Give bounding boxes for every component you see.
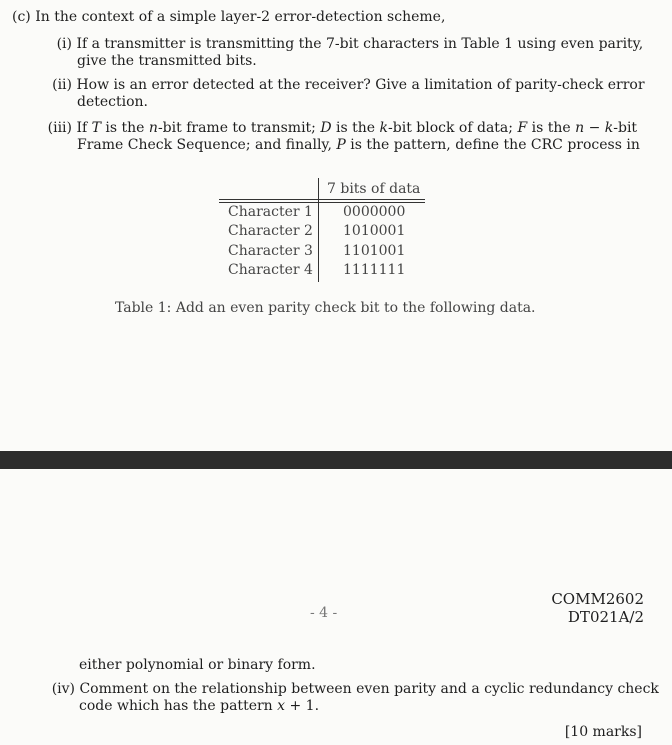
question-iv-line2: code which has the pattern x + 1. <box>79 698 320 714</box>
marks-label: [10 marks] <box>564 724 642 740</box>
table-row-label: Character 4 <box>228 262 313 278</box>
question-iii-line1: If T is the n-bit frame to transmit; D is the k-bit block of data; F is the n − k-bit <box>76 120 638 136</box>
table-row-bits: 1010001 <box>343 223 406 239</box>
page-break-band <box>0 451 672 469</box>
question-iii-line3: either polynomial or binary form. <box>79 657 316 673</box>
part-c-intro-text: In the context of a simple layer-2 error-detection scheme, <box>35 9 446 25</box>
question-iv <box>44 681 659 698</box>
table-row-label: Character 2 <box>228 223 313 239</box>
part-c-intro <box>12 9 445 26</box>
question-i-number: (i) <box>56 36 72 52</box>
question-i-line1: If a transmitter is transmitting the 7-bit characters in Table 1 using even parity, <box>76 36 644 52</box>
question-ii <box>44 77 645 94</box>
table-vertical-rule <box>318 178 319 282</box>
question-iii-line2: Frame Check Sequence; and finally, P is the pattern, define the CRC process in <box>77 137 640 153</box>
question-iv-line1: Comment on the relationship between even parity and a cyclic redundancy check <box>79 681 659 697</box>
question-ii-line1: How is an error detected at the receiver? Give a limitation of parity-check error <box>76 77 645 93</box>
page-number: - 4 - <box>310 605 338 621</box>
part-c-label: (c) <box>12 9 31 25</box>
question-i <box>44 36 643 53</box>
table-row-label: Character 3 <box>228 243 313 259</box>
table-header-rule-top <box>219 199 425 200</box>
question-ii-line2: detection. <box>77 94 148 110</box>
table-row-bits: 1111111 <box>343 262 406 278</box>
question-iii-number: (iii) <box>47 120 72 136</box>
question-iv-number: (iv) <box>51 681 75 697</box>
table-header-rule-bottom <box>219 202 425 203</box>
paper-code: DT021A/2 <box>567 608 644 626</box>
table-row-bits: 1101001 <box>343 243 406 259</box>
table-caption: Table 1: Add an even parity check bit to the following data. <box>115 300 536 316</box>
course-code: COMM2602 <box>551 590 644 608</box>
question-i-line2: give the transmitted bits. <box>77 53 257 69</box>
question-iii <box>40 120 637 137</box>
question-ii-number: (ii) <box>52 77 72 93</box>
table-column-header: 7 bits of data <box>327 181 421 197</box>
table-row-bits: 0000000 <box>343 204 406 220</box>
table-row-label: Character 1 <box>228 204 313 220</box>
